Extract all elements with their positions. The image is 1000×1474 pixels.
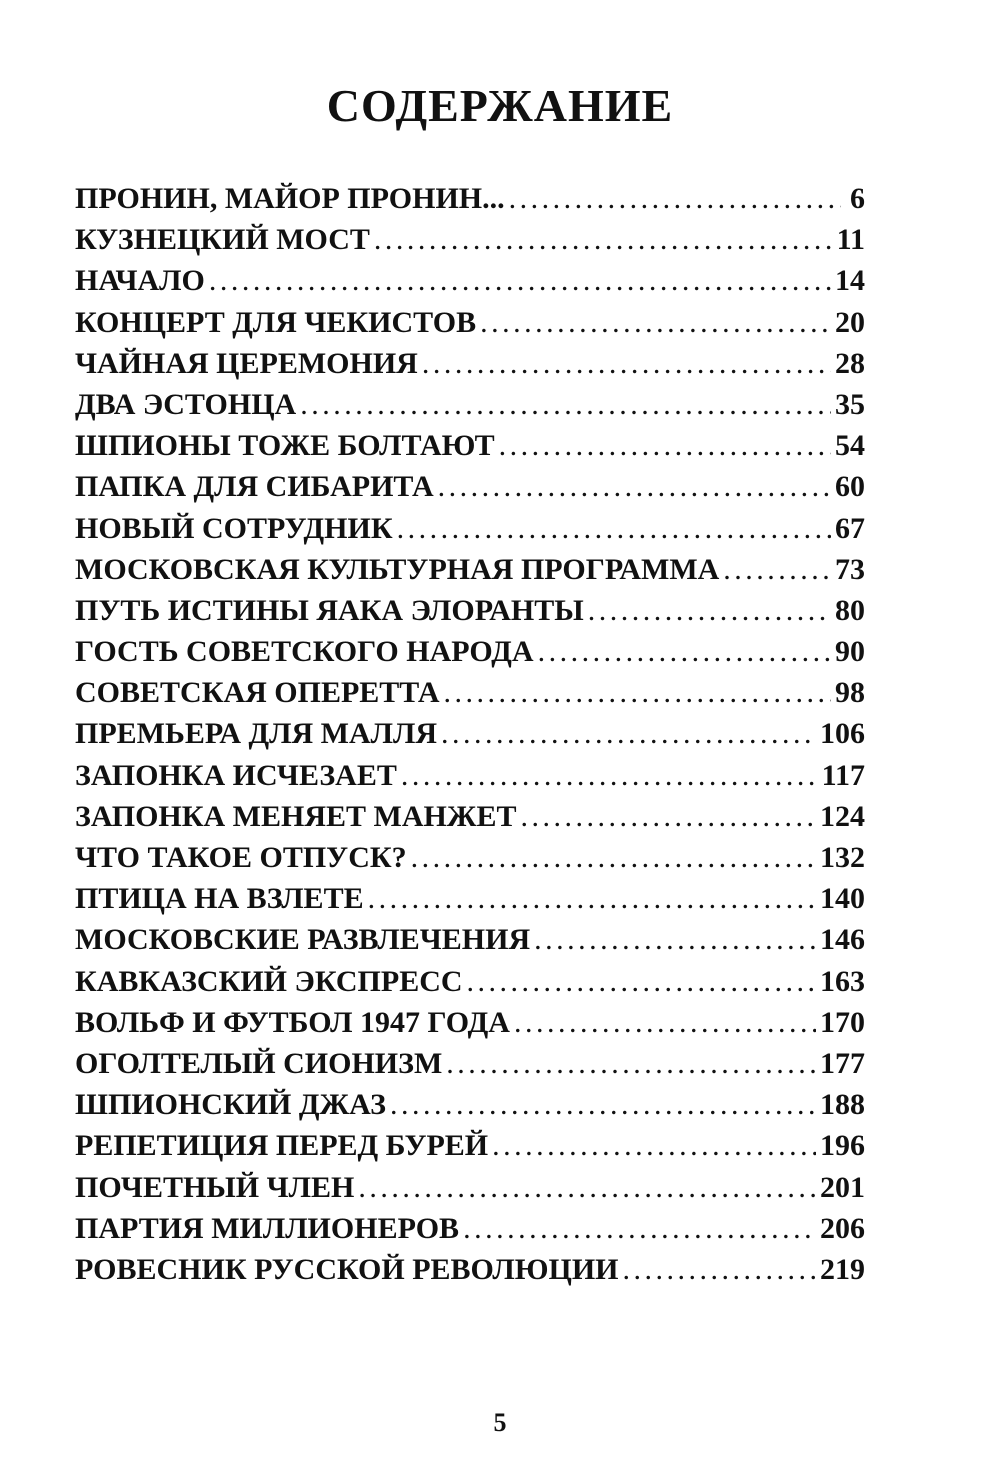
toc-entry-page: 188	[820, 1088, 865, 1122]
toc-entry-title: НОВЫЙ СОТРУДНИК	[75, 511, 393, 545]
dot-leader	[588, 590, 831, 631]
toc-entry-page: 219	[820, 1252, 865, 1286]
toc-entry-title: МОСКОВСКАЯ КУЛЬТУРНАЯ ПРОГРАММА	[75, 552, 720, 586]
page-title: СОДЕРЖАНИЕ	[326, 80, 674, 131]
dot-leader	[411, 837, 816, 878]
toc-entry-title: НАЧАЛО	[75, 264, 205, 298]
toc-entry	[75, 1167, 865, 1208]
toc-entry	[75, 260, 865, 301]
dot-leader	[438, 466, 831, 507]
toc-entry-page: 98	[835, 676, 865, 710]
toc-entry	[75, 1002, 865, 1043]
toc-entry-page: 124	[820, 799, 865, 833]
dot-leader	[463, 1208, 816, 1249]
toc-entry-page: 90	[835, 635, 865, 669]
toc-entry-title: КАВКАЗСКИЙ ЭКСПРЕСС	[75, 964, 463, 998]
toc-entry-title: ПОЧЕТНЫЙ ЧЛЕН	[75, 1170, 355, 1204]
toc-entry-page: 170	[820, 1005, 865, 1039]
dot-leader	[300, 384, 831, 425]
toc-entry-title: ПУТЬ ИСТИНЫ ЯАКА ЭЛОРАНТЫ	[75, 593, 584, 627]
toc-entry-page: 206	[820, 1211, 865, 1245]
toc-entry	[75, 755, 865, 796]
toc-entry-page: 14	[835, 264, 865, 298]
toc-entry-page: 67	[835, 511, 865, 545]
toc-entry-title: ВОЛЬФ И ФУТБОЛ 1947 ГОДА	[75, 1005, 510, 1039]
toc-entry-title: ПАРТИЯ МИЛЛИОНЕРОВ	[75, 1211, 460, 1245]
toc-entry-title: ГОСТЬ СОВЕТСКОГО НАРОДА	[75, 635, 534, 669]
toc-entry-page: 177	[820, 1046, 865, 1080]
dot-leader	[623, 1249, 816, 1290]
toc-entry	[75, 672, 865, 713]
toc-entry-title: ЗАПОНКА МЕНЯЕТ МАНЖЕТ	[75, 799, 517, 833]
toc-entry-page: 35	[835, 387, 865, 421]
toc-entry-title: ЧАЙНАЯ ЦЕРЕМОНИЯ	[75, 346, 418, 380]
dot-leader	[397, 508, 831, 549]
dot-leader	[374, 219, 833, 260]
dot-leader	[209, 260, 831, 301]
dot-leader	[390, 1084, 816, 1125]
dot-leader	[521, 796, 816, 837]
toc-entry-title: КУЗНЕЦКИЙ МОСТ	[75, 223, 370, 257]
toc-entry-title: РЕПЕТИЦИЯ ПЕРЕД БУРЕЙ	[75, 1129, 489, 1163]
toc-entry-page: 20	[835, 305, 865, 339]
dot-leader	[443, 672, 831, 713]
toc-entry	[75, 549, 865, 590]
toc-entry-page: 73	[835, 552, 865, 586]
toc-entry-title: ЗАПОНКА ИСЧЕЗАЕТ	[75, 758, 397, 792]
toc-entry-title: ДВА ЭСТОНЦА	[75, 387, 297, 421]
toc-entry-page: 54	[835, 429, 865, 463]
toc-entry	[75, 178, 865, 219]
dot-leader	[368, 878, 816, 919]
dot-leader	[480, 302, 831, 343]
toc-entry	[75, 878, 865, 919]
dot-leader	[441, 713, 816, 754]
toc-entry-title: СОВЕТСКАЯ ОПЕРЕТТА	[75, 676, 440, 710]
toc-entry	[75, 1084, 865, 1125]
toc-entry-title: ШПИОНЫ ТОЖЕ БОЛТАЮТ	[75, 429, 495, 463]
toc-entry-title: КОНЦЕРТ ДЛЯ ЧЕКИСТОВ	[75, 305, 477, 339]
toc-entry-page: 163	[820, 964, 865, 998]
toc-entry-title: ШПИОНСКИЙ ДЖАЗ	[75, 1088, 386, 1122]
toc-entry	[75, 837, 865, 878]
toc-entry-title: ПРОНИН, МАЙОР ПРОНИН...	[75, 182, 505, 215]
toc-entry-title: ЧТО ТАКОЕ ОТПУСК?	[75, 841, 407, 874]
toc-entry	[75, 508, 865, 549]
toc-entry-page: 117	[821, 758, 865, 792]
toc-entry	[75, 1125, 865, 1166]
toc-entry-title: ПАПКА ДЛЯ СИБАРИТА	[75, 470, 434, 504]
toc-entry	[75, 1249, 865, 1290]
dot-leader	[446, 1043, 816, 1084]
toc-entry	[75, 343, 865, 384]
dot-leader	[514, 1002, 816, 1043]
dot-leader	[499, 425, 831, 466]
toc-entry	[75, 1043, 865, 1084]
toc-entry-title: ПРЕМЬЕРА ДЛЯ МАЛЛЯ	[75, 717, 437, 751]
toc-entry-title: ОГОЛТЕЛЫЙ СИОНИЗМ	[75, 1046, 443, 1080]
dot-leader	[358, 1167, 816, 1208]
toc-entry-page: 80	[835, 593, 865, 627]
toc-entry	[75, 961, 865, 1002]
toc-entry	[75, 466, 865, 507]
dot-leader	[534, 919, 816, 960]
toc-entry-page: 196	[820, 1129, 865, 1163]
toc-entry-page: 132	[820, 841, 865, 874]
toc-entry	[75, 425, 865, 466]
dot-leader	[723, 549, 831, 590]
toc-entry-title: ПТИЦА НА ВЗЛЕТЕ	[75, 882, 364, 916]
toc-entry	[75, 796, 865, 837]
toc-entry	[75, 713, 865, 754]
toc-entry	[75, 590, 865, 631]
toc-entry-page: 60	[835, 470, 865, 504]
toc-entry-title: РОВЕСНИК РУССКОЙ РЕВОЛЮЦИИ	[75, 1252, 619, 1286]
page-number: 5	[493, 1408, 507, 1437]
toc-entry-page: 6	[850, 182, 865, 215]
toc-entry	[75, 302, 865, 343]
toc-entry-page: 146	[820, 923, 865, 957]
toc-entry-page: 201	[820, 1170, 865, 1204]
dot-leader	[467, 961, 816, 1002]
toc-entry	[75, 384, 865, 425]
toc-entry-page: 28	[835, 346, 865, 380]
dot-leader	[401, 755, 818, 796]
toc-entry	[75, 219, 865, 260]
toc-entry-page: 140	[820, 882, 865, 916]
toc-entry	[75, 631, 865, 672]
table-of-contents	[75, 178, 865, 1290]
dot-leader	[492, 1125, 816, 1166]
dot-leader	[509, 178, 841, 219]
dot-leader	[422, 343, 831, 384]
toc-entry-page: 11	[836, 223, 865, 257]
toc-entry	[75, 1208, 865, 1249]
toc-entry-page: 106	[820, 717, 865, 751]
toc-entry	[75, 919, 865, 960]
dot-leader	[538, 631, 831, 672]
toc-entry-title: МОСКОВСКИЕ РАЗВЛЕЧЕНИЯ	[75, 923, 531, 957]
